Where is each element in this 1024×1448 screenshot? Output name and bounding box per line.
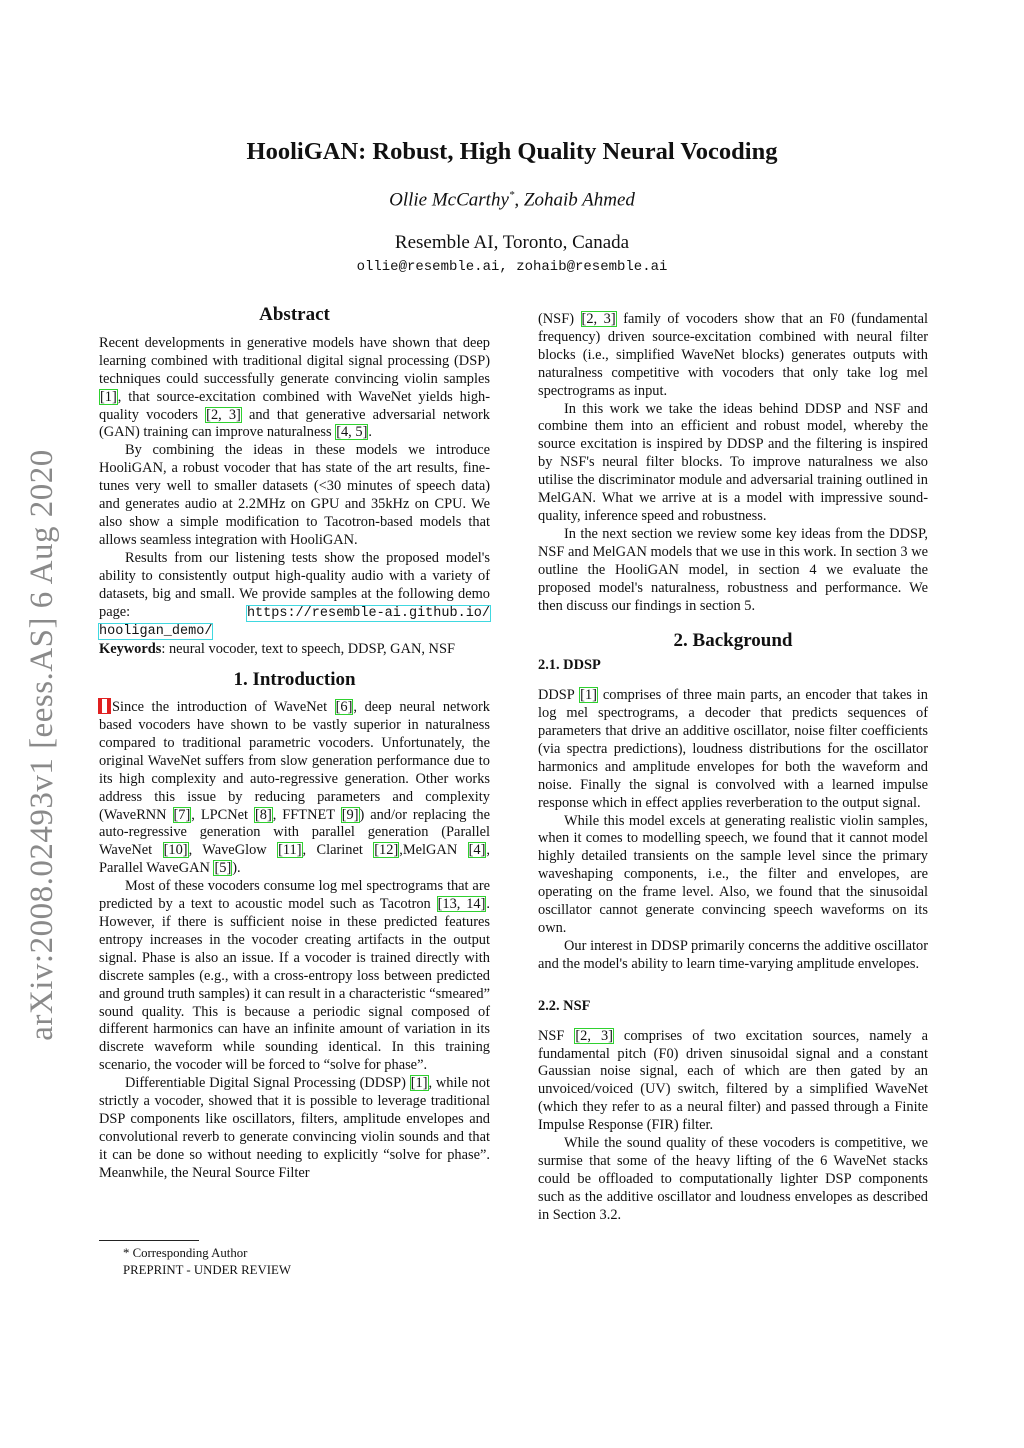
- corresponding-mark: *: [508, 189, 515, 201]
- body-paragraph: NSF [2, 3] comprises of two excitation sources, namely a fundamental pitch (F0) driven sinusoidal signal and a constant Gaussian noise signal, each of which are then gated by an unvoiced/voiced (UV) switch, filtered by a simplified WaveNet (which they refer to as a neural filter) and passed through a Finite Impulse Response (FIR) filter.: [538, 1027, 928, 1134]
- author-name: Ollie McCarthy: [389, 189, 509, 211]
- citation-link[interactable]: [11]: [278, 842, 302, 859]
- citation-link[interactable]: [9]: [341, 806, 359, 823]
- citation-link[interactable]: [7]: [173, 806, 191, 823]
- citation-link[interactable]: [10]: [163, 842, 188, 859]
- body-paragraph: In the next section we review some key ideas from the DDSP, NSF and MelGAN models that we use in this work. In section 3 we outline the HooliGAN model, in section 4 we evaluate the proposed model's naturalness, robustness and performance. We then discuss our findings in section 5.: [538, 525, 928, 614]
- citation-link[interactable]: [8]: [254, 806, 272, 823]
- citation-link[interactable]: [4]: [468, 842, 486, 859]
- demo-url-link[interactable]: https://resemble-ai.github.io/: [246, 605, 490, 621]
- nsf-subheading: 2.2. NSF: [538, 997, 591, 1014]
- author-name: , Zohaib Ahmed: [514, 189, 635, 211]
- keywords-label: Keywords: [99, 641, 162, 658]
- abstract-paragraph: By combining the ideas in these models we introduce HooliGAN, a robust vocoder that has state of the art results, fine-tunes very well to smaller datasets (<30 minutes of speech data) and generates audio at 2.2MHz on GPU and 35kHz on CPU. We also show a simple modification to Tacotron-based models that allows seamless integration with HooliGAN.: [99, 442, 490, 548]
- body-paragraph: Our interest in DDSP primarily concerns the additive oscillator and the model's ability to learn time-varying amplitude envelopes.: [538, 937, 928, 972]
- citation-link[interactable]: [6]: [335, 699, 353, 716]
- abstract-paragraph: Results from our listening tests show the proposed model's ability to consistently output high-quality audio with a variety of datasets, big and small. We provide samples at the following demo page: https://resemble-ai.github.io/ hooligan_demo/: [99, 549, 490, 640]
- intro-paragraph: Most of these vocoders consume log mel spectrograms that are predicted by a text to acoustic model such as Tacotron [13, 14]. However, if there is sufficient noise in these predicted features entropy increases in the vocoder creating artifacts in the output signal. Phase is also an issue. If a vocoder is trained directly with discrete samples (e.g., with a cross-entropy loss between predicted and ground truth samples) it can result in a characteristic “smeared” sound quality. This is because a periodic signal composed of different harmonics can have an infinite amount of variation in its discrete waveform while sounding identical. In this training scenario, the vocoder will be forced to “solve for phase”.: [99, 878, 490, 1074]
- keywords: [99, 641, 490, 659]
- abstract-heading: Abstract: [259, 304, 330, 325]
- introduction-heading: 1. Introduction: [233, 669, 356, 691]
- author-list: [0, 189, 1024, 211]
- citation-link[interactable]: [4, 5]: [336, 424, 368, 441]
- intro-paragraph: Since the introduction of WaveNet [6], deep neural network based vocoders have shown to be vastly superior in naturalness compared to traditional parametric vocoders. Unfortunately, the original WaveNet suffers from slow generation performance due to its high complexity and auto-regressive generation. Other works address this issue by reducing parameters and complexity (WaveRNN [7], LPCNet [8], FFTNET [9]) and/or replacing the auto-regressive generation with parallel generation (Parallel WaveNet [10], WaveGlow [11], Clarinet [12],MelGAN [4], Parallel WaveGAN [5]).: [99, 699, 490, 877]
- affiliation: Resemble AI, Toronto, Canada: [394, 232, 630, 253]
- citation-link[interactable]: [13, 14]: [437, 896, 486, 913]
- footnote-preprint: PREPRINT - UNDER REVIEW: [123, 1262, 291, 1277]
- citation-link[interactable]: [2, 3]: [581, 311, 616, 327]
- abstract-paragraph: Recent developments in generative models have shown that deep learning combined with traditional digital signal processing (DSP) techniques could successfully generate convincing violin samples [1], that source-excitation combined with WaveNet yields high-quality vocoders [2, 3] and that generative adversarial network (GAN) training can improve naturalness [4, 5].: [99, 334, 491, 441]
- body-paragraph: DDSP [1] comprises of three main parts, an encoder that takes in log mel spectrograms, a decoder that predicts sequences of parameters that drive an additive oscillator, noise filter coefficients (via spectra predictions), loudness distributions for the oscillator harmonics and amplitude envelopes for both the waveform and noise. Finally the signal is convolved with a learned impulse response which in effect applies reverberation to the output signal.: [538, 687, 928, 811]
- footnote: [123, 1245, 291, 1278]
- footnote-rule: [99, 1240, 199, 1241]
- citation-link[interactable]: [2, 3]: [575, 1027, 613, 1044]
- citation-link[interactable]: [5]: [214, 860, 232, 877]
- keywords-text: : neural vocoder, text to speech, DDSP, GAN, NSF: [161, 641, 455, 658]
- citation-link[interactable]: [2, 3]: [206, 406, 241, 423]
- intro-paragraph: Differentiable Digital Signal Processing (DDSP) [1], while not strictly a vocoder, showed that it is possible to leverage traditional DSP components like oscillators, filters, amplitude envelopes and convolutional reverb to generate convincing violin sounds and that it can be done so without needing to explicitly “solve for phase”. Meanwhile, the Neural Source Filter: [99, 1075, 490, 1181]
- body-paragraph: In this work we take the ideas behind DDSP and NSF and combine them into an efficient and robust model, whereby the source excitation is inspired by DDSP and the filtering is inspired by NSF's neural filter blocks. To improve naturalness we also utilise the discriminator module and adversarial training outlined in MelGAN. What we arrive at is a model with impressive sound-quality, inference speed and robustness.: [538, 400, 928, 524]
- demo-url-link[interactable]: hooligan_demo/: [99, 624, 213, 640]
- ddsp-subheading: 2.1. DDSP: [538, 657, 601, 674]
- background-heading: 2. Background: [673, 630, 793, 652]
- citation-link[interactable]: [1]: [410, 1075, 428, 1092]
- citation-link[interactable]: [12]: [374, 842, 399, 859]
- citation-link[interactable]: [1]: [100, 388, 117, 405]
- right-column: [538, 311, 928, 1225]
- author-emails: ollie@resemble.ai, zohaib@resemble.ai: [356, 259, 668, 275]
- body-paragraph: While this model excels at generating realistic violin samples, when it comes to modelling speech, we found that it cannot model highly detailed transients on the sample level since the primary waveshaping components, i.e., the filter and envelopes, are operating on the frame level. Also, we found that the sinusoidal oscillator cannot generate convincing speech waveforms on its own.: [538, 812, 928, 936]
- left-column: [99, 306, 490, 1183]
- body-paragraph: While the sound quality of these vocoders is competitive, we surmise that some of the heavy lifting of the 6 WaveNet stacks could be offloaded to computationally lighter DSP components such as the additive oscillator and loudness envelopes as described in Section 3.2.: [538, 1135, 928, 1223]
- arxiv-identifier: arXiv:2008.02493v1 [eess.AS] 6 Aug 2020: [24, 449, 60, 1041]
- footnote-corresponding: * Corresponding Author: [123, 1246, 248, 1260]
- paper-title: HooliGAN: Robust, High Quality Neural Vocoding: [246, 138, 778, 165]
- body-paragraph: (NSF) [2, 3] family of vocoders show that an F0 (fundamental frequency) driven source-excitation combined with neural filter blocks (i.e., simplified WaveNet blocks) generates outputs with naturalness competitive with vocoders that only take log mel spectrograms as input.: [538, 311, 928, 399]
- annotation-marker-icon[interactable]: [99, 699, 110, 713]
- citation-link[interactable]: [1]: [580, 687, 597, 704]
